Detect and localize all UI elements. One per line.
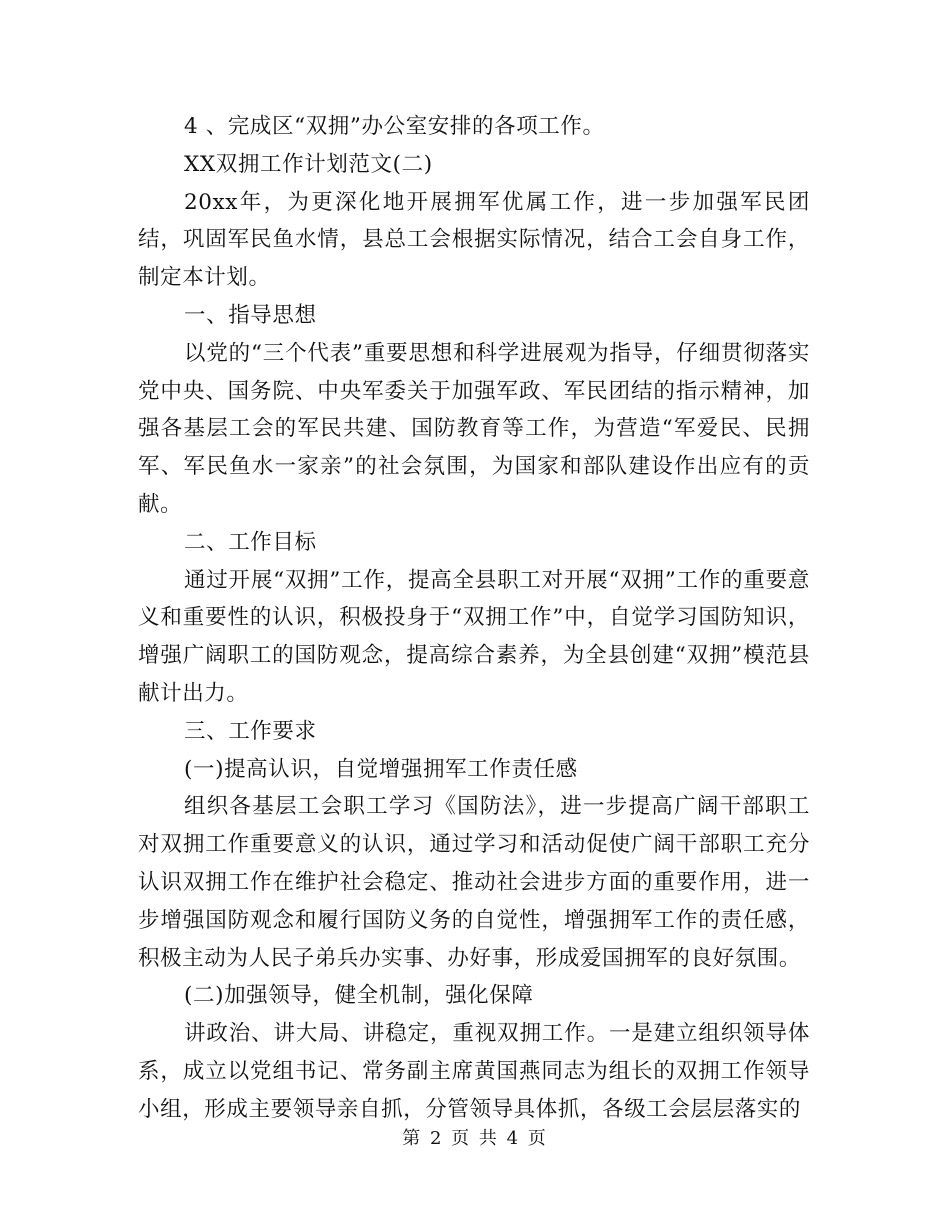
paragraph-task-item-4: 4 、完成区“双拥”办公室安排的各项工作。 xyxy=(184,114,605,139)
heading-work-goals: 二、工作目标 xyxy=(184,529,317,555)
heading-guiding-thought: 一、指导思想 xyxy=(184,302,317,328)
paragraph-guiding-thought: 以党的“三个代表”重要思想和科学进展观为指导，仔细贯彻落实党中央、国务院、中央军委关于加强军政、军民团结的指示精神，加强各基层工会的军民共建、国防教育等工作，为营造“军爱民、民拥军、军民鱼水一家亲”的社会氛围，为国家和部队建设作出应有的贡献。 xyxy=(138,340,810,517)
subheading-strengthen-leadership: (二)加强领导，健全机制，强化保障 xyxy=(184,983,534,1009)
paragraph-strengthen-leadership: 讲政治、讲大局、讲稳定，重视双拥工作。一是建立组织领导体系，成立以党组书记、常务副主席黄国燕同志为组长的双拥工作领导小组，形成主要领导亲自抓，分管领导具体抓，各级工会层层落实的 xyxy=(138,1021,810,1122)
paragraph-intro: 20xx年，为更深化地开展拥军优属工作，进一步加强军民团结，巩固军民鱼水情，县总工会根据实际情况，结合工会自身工作，制定本计划。 xyxy=(138,189,810,291)
document-body xyxy=(138,108,810,1129)
paragraph-work-goals: 通过开展“双拥”工作，提高全县职工对开展“双拥”工作的重要意义和重要性的认识，积极投身于“双拥工作”中，自觉学习国防知识，增强广阔职工的国防观念，提高综合素养，为全县创建“双拥”模范县献计出力。 xyxy=(138,567,810,706)
paragraph-raise-awareness: 组织各基层工会职工学习《国防法》，进一步提高广阔干部职工对双拥工作重要意义的认识，通过学习和活动促使广阔干部职工充分认识双拥工作在维护社会稳定、推动社会进步方面的重要作用，进一步增强国防观念和履行国防义务的自觉性，增强拥军工作的责任感，积极主动为人民子弟兵办实事、办好事，形成爱国拥军的良好氛围。 xyxy=(138,794,810,971)
paragraph-plan-title: XX双拥工作计划范文(二) xyxy=(184,151,433,177)
subheading-raise-awareness: (一)提高认识，自觉增强拥军工作责任感 xyxy=(184,756,578,782)
page-number-footer: 第 2 页 共 4 页 xyxy=(402,1128,548,1149)
heading-work-requirements: 三、工作要求 xyxy=(184,718,317,744)
